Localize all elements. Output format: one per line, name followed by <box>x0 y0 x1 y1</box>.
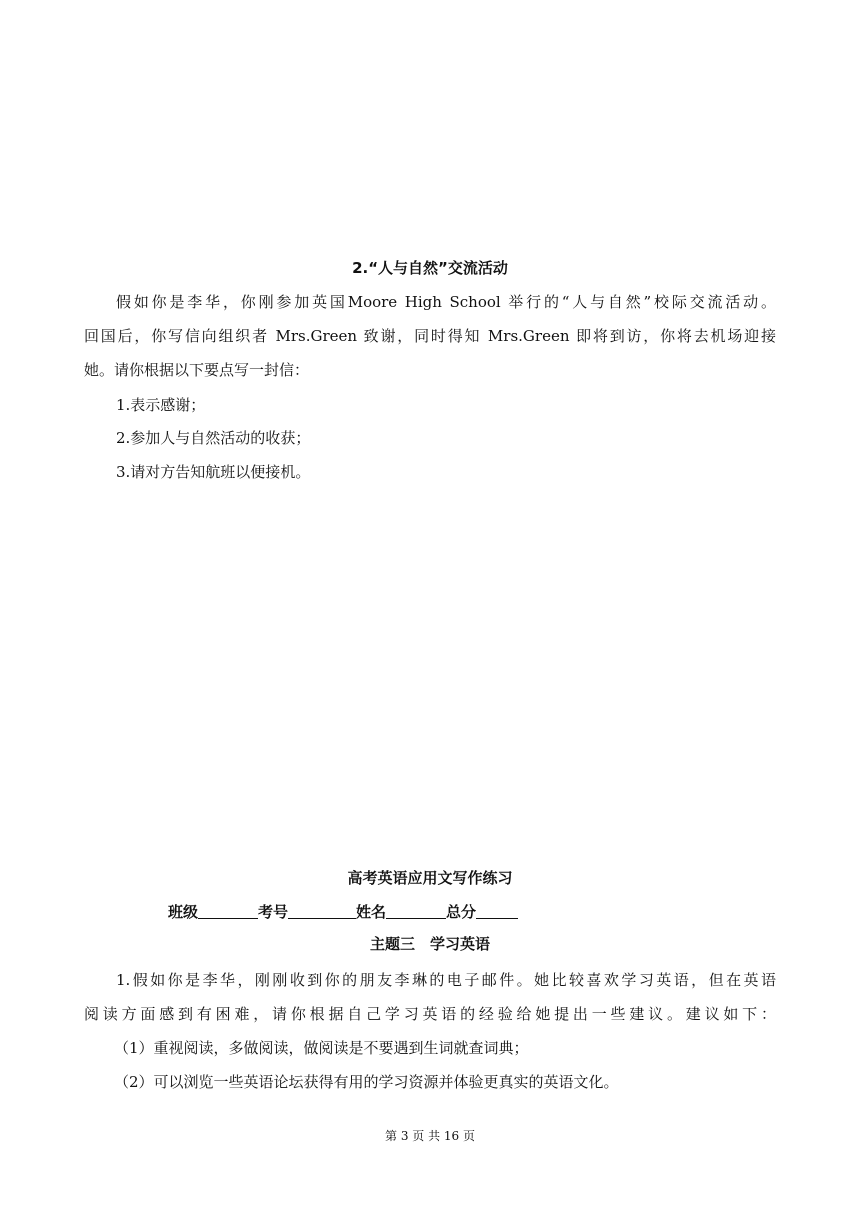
paragraph-line: 1.假如你是李华，刚刚收到你的朋友李琳的电子邮件。她比较喜欢学习英语，但在英语 <box>116 971 776 989</box>
suggestion-item: （1）重视阅读，多做阅读，做阅读是不要遇到生词就查词典； <box>114 1039 529 1057</box>
exam-no-blank[interactable] <box>288 903 356 919</box>
name-blank[interactable] <box>386 903 446 919</box>
paragraph-line: 阅读方面感到有困难，请你根据自己学习英语的经验给她提出一些建议。建议如下： <box>84 1005 776 1023</box>
exam-no-label: 考号 <box>258 903 289 921</box>
section-heading: 2.“人与自然”交流活动 <box>352 259 508 277</box>
theme-title: 主题三 学习英语 <box>369 935 490 953</box>
class-blank[interactable] <box>198 903 258 919</box>
info-fields-row <box>168 902 518 922</box>
list-item: 1.表示感谢； <box>116 396 206 414</box>
suggestion-item: （2）可以浏览一些英语论坛获得有用的学习资源并体验更真实的英语文化。 <box>114 1073 619 1091</box>
paragraph-line: 回国后，你写信向组织者 Mrs.Green 致谢，同时得知 Mrs.Green 即将到访，你将去机场迎接 <box>84 327 776 345</box>
list-item: 2.参加人与自然活动的收获； <box>116 429 311 447</box>
paragraph-line: 假如你是李华，你刚参加英国Moore High School 举行的“人与自然”校际交流活动。 <box>116 293 776 311</box>
class-label: 班级 <box>168 903 199 921</box>
score-blank[interactable] <box>476 903 518 919</box>
list-item: 3.请对方告知航班以便接机。 <box>116 463 311 481</box>
name-label: 姓名 <box>356 903 387 921</box>
practice-title: 高考英语应用文写作练习 <box>347 869 513 887</box>
paragraph-line: 她。请你根据以下要点写一封信： <box>84 361 310 379</box>
page-footer: 第 3 页 共 16 页 <box>385 1129 475 1143</box>
score-label: 总分 <box>446 903 477 921</box>
